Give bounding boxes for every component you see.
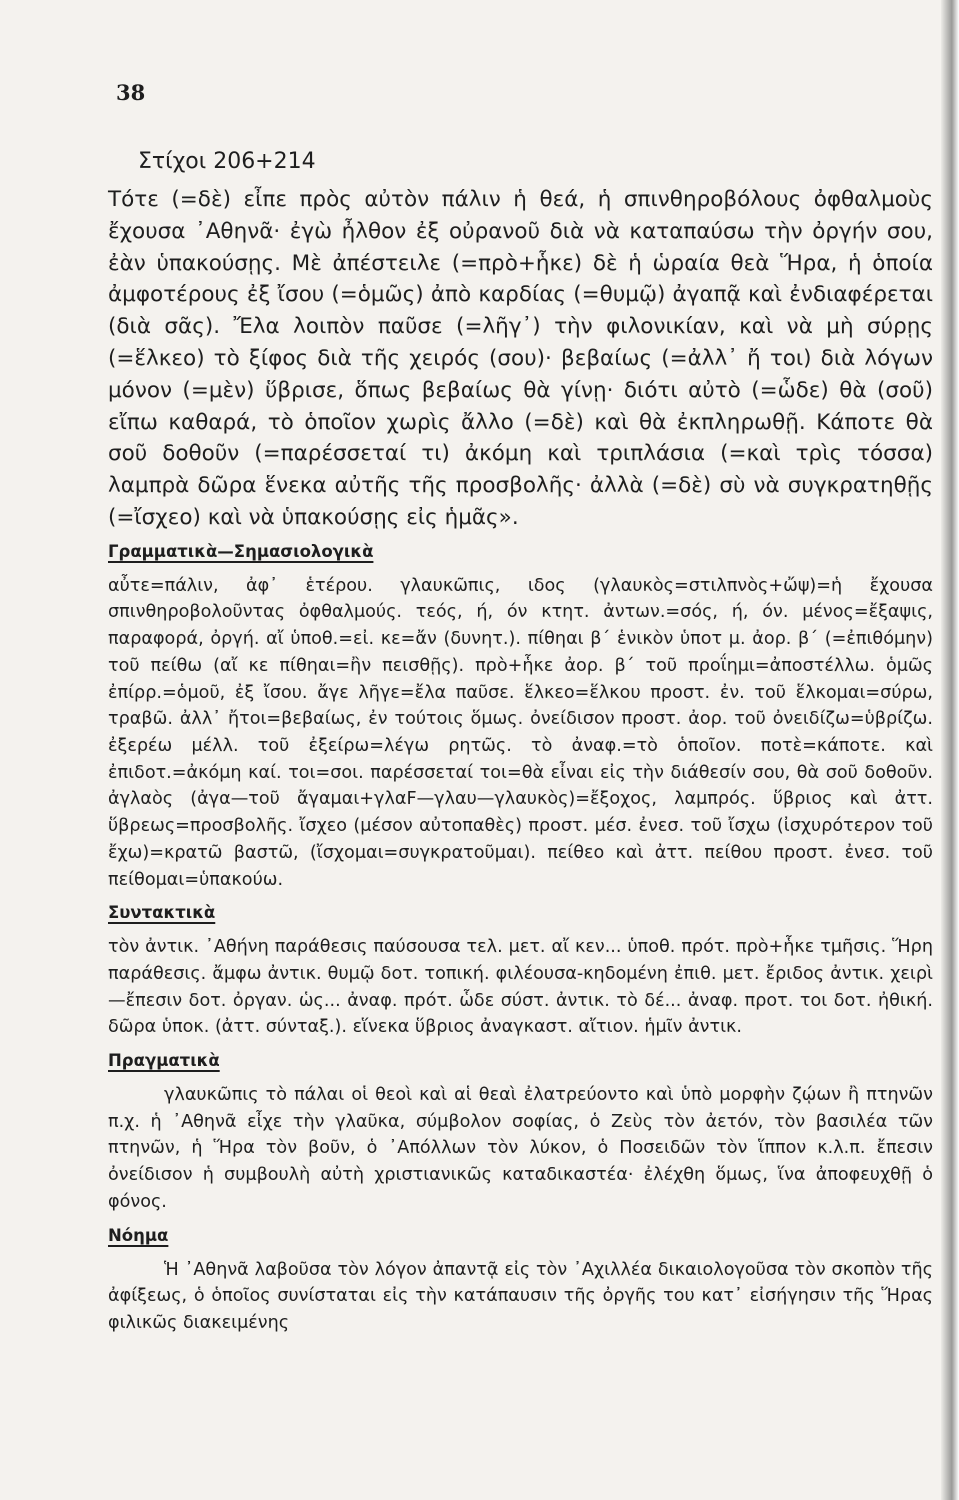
grammar-heading: Γραμματικὰ—Σημασιολογικὰ — [108, 541, 374, 561]
grammar-text: αὖτε=πάλιν, ἀφ᾿ ἑτέρου. γλαυκῶπις, ιδος (γλαυκὸς=στιλπνὸς+ὤψ)=ἡ ἔχουσα σπινθηροβολοῦντας ὀφθαλμούς. τεός, ή, όν κτητ. ἀντων.=σός, ή, όν. μένος=ἔξαψις, παραφορά, ὀργή. αἴ ὑποθ.=εἰ. κε=ἄν (δυνητ.). πίθηαι β΄ ἑνικὸν ὑποτ μ. ἀορ. β΄ (=ἐπιθόμην) τοῦ πείθω (αἴ κε πίθηαι=ἢν πεισθῇς). πρὸ+ἧκε ἀορ. β΄ τοῦ προΐημι=ἀποστέλλω. ὁμῶς ἐπίρρ.=ὁμοῦ, ἐξ ἴσου. ἄγε λῆγε=ἔλα παῦσε. ἕλκεο=ἕλκου προστ. ἐν. τοῦ ἕλκομαι=σύρω, τραβῶ. ἀλλ᾿ ἤτοι=βεβαίως, ἐν τούτοις ὅμως. ὀνείδισον προστ. ἀορ. τοῦ ὀνειδίζω=ὑβρίζω. ἐξερέω μέλλ. τοῦ ἐξείρω=λέγω ρητῶς. τὸ ἀναφ.=τὸ ὁποῖον. ποτὲ=κάποτε. καὶ ἐπιδοτ.=ἀκόμη καί. τοι=σοι. παρέσσεταί τοι=θὰ εἶναι εἰς τὴν διάθεσίν σου, θὰ σοῦ δοθοῦν. ἀγλαὸς (ἀγα—τοῦ ἄγαμαι+γλαϜ—γλαυ—γλαυκὸς)=ἔξοχος, λαμπρός. ὕβριος καὶ ἀττ. ὕβρεως=προσβολῆς. ἴσχεο (μέσον αὐτοπαθὲς) προστ. μέσ. ἐνεσ. τοῦ ἴσχω (ἰσχυρότερον τοῦ ἔχω)=κρατῶ βαστῶ, (ἴσχομαι=συγκρατοῦμαι). πείθεο καὶ ἀττ. πείθου προστ. ἐνεσ. τοῦ πείθομαι=ὑπακούω. — [108, 575, 933, 890]
meaning-heading: Νόημα — [108, 1225, 169, 1245]
meaning-section — [108, 1257, 933, 1337]
page-edge-shadow — [941, 0, 959, 1500]
translation-paragraph — [108, 184, 933, 534]
grammar-section — [108, 573, 933, 893]
realia-section — [108, 1082, 933, 1216]
syntax-heading: Συντακτικὰ — [108, 903, 216, 923]
book-page — [108, 80, 933, 1347]
page-number: 38 — [116, 80, 146, 105]
verses-reference: Στίχοι 206+214 — [138, 149, 316, 174]
meaning-text: Ἡ ᾿Αθηνᾶ λαβοῦσα τὸν λόγον ἀπαντᾷ εἰς τὸν ᾿Αχιλλέα δικαιολογοῦσα τὸν σκοπὸν τῆς ἀφίξεως, ὁ ὁποῖος συνίσταται εἰς τὴν κατάπαυσιν τῆς ὀργῆς του κατ᾿ εἰσήγησιν τῆς Ἥρας φιλικῶς διακειμένης — [108, 1259, 933, 1333]
realia-heading: Πραγματικὰ — [108, 1051, 220, 1071]
syntax-text: τὸν ἀντικ. ᾿Αθήνη παράθεσις παύσουσα τελ. μετ. αἴ κεν... ὑποθ. πρότ. πρὸ+ἧκε τμῆσις. Ἥρη παράθεσις. ἄμφω ἀντικ. θυμῷ δοτ. τοπική. φιλέουσα-κηδομένη ἐπιθ. μετ. ἔριδος ἀντικ. χειρὶ—ἔπεσιν δοτ. ὀργαν. ὡς... ἀναφ. πρότ. ὧδε σύστ. ἀντικ. τὸ δέ... ἀναφ. προτ. τοι δοτ. ἠθική. δῶρα ὑποκ. (ἀττ. σύνταξ.). εἵνεκα ὕβριος ἀναγκαστ. αἴτιον. ἡμῖν ἀντικ. — [108, 937, 933, 1038]
realia-text: γλαυκῶπις τὸ πάλαι οἱ θεοὶ καὶ αἱ θεαὶ ἐλατρεύοντο καὶ ὑπὸ μορφὴν ζῴων ἢ πτηνῶν π.χ. ἡ ᾿Αθηνᾶ εἶχε τὴν γλαῦκα, σύμβολον σοφίας, ὁ Ζεὺς τὸν ἀετόν, τὸν βασιλέα τῶν πτηνῶν, ἡ Ἥρα τὸν βοῦν, ὁ ᾿Απόλλων τὸν λύκον, ὁ Ποσειδῶν τὸν ἵππον κ.λ.π. ἔπεσιν ὀνείδισον ἡ συμβουλὴ αὐτὴ χριστιανικῶς καταδικαστέα· ἐλέχθη ὅμως, ἵνα ἀποφευχθῇ ὁ φόνος. — [108, 1085, 933, 1212]
syntax-section — [108, 934, 933, 1041]
translation-text: Τότε (=δὲ) εἶπε πρὸς αὐτὸν πάλιν ἡ θεά, ἡ σπινθηροβόλους ὀφθαλμοὺς ἔχουσα ᾿Αθηνᾶ· ἐγὼ ἦλθον ἐξ οὐρανοῦ διὰ νὰ καταπαύσω τὴν ὀργήν σου, ἐὰν ὑπακούσῃς. Μὲ ἀπέστειλε (=πρὸ+ἧκε) δὲ ἡ ὡραία θεὰ Ἥρα, ἡ ὁποία ἀμφοτέρους ἐξ ἴσου (=ὁμῶς) ἀπὸ καρδίας (=θυμῷ) ἀγαπᾷ καὶ ἐνδιαφέρεται (διὰ σᾶς). Ἔλα λοιπὸν παῦσε (=λῆγ᾿) τὴν φιλονικίαν, καὶ νὰ μὴ σύρῃς (=ἕλκεο) τὸ ξίφος διὰ τῆς χειρός (σου)· βεβαίως (=ἀλλ᾿ ἤ τοι) διὰ λόγων μόνον (=μὲν) ὕβρισε, ὅπως βεβαίως θὰ γίνῃ· διότι αὐτὸ (=ὧδε) θὰ (σοῦ) εἴπω καθαρά, τὸ ὁποῖον χωρὶς ἄλλο (=δὲ) καὶ θὰ ἐκπληρωθῇ. Κάποτε θὰ σοῦ δοθοῦν (=παρέσσεταί τι) ἀκόμη καὶ τριπλάσια (=καὶ τρὶς τόσσα) λαμπρὰ δῶρα ἕνεκα αὐτῆς τῆς προσβολῆς· ἀλλὰ (=δὲ) σὺ νὰ συγκρατηθῇς (=ἴσχεο) καὶ νὰ ὑπακούσῃς εἰς ἡμᾶς». — [108, 187, 933, 530]
